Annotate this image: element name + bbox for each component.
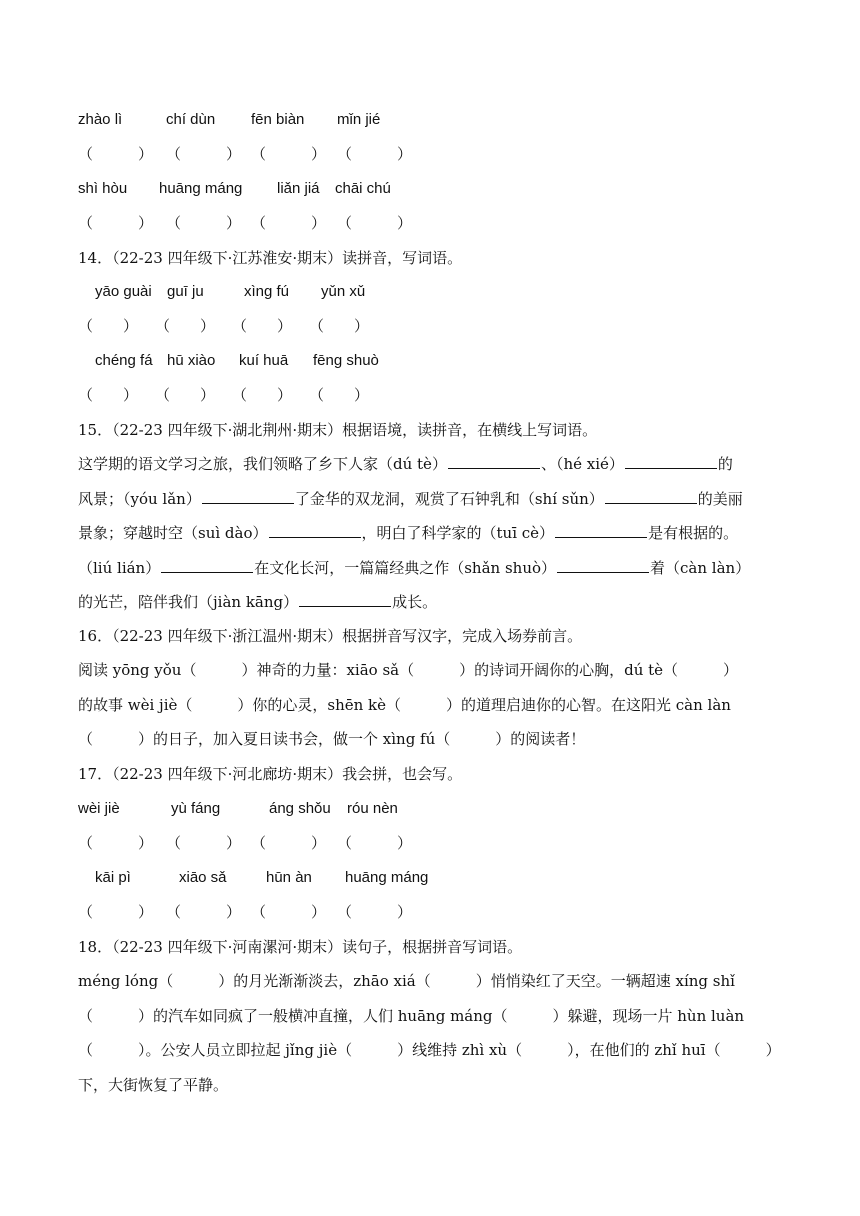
- answer-blank[interactable]: （ ）: [78, 834, 154, 852]
- write-line[interactable]: [605, 488, 697, 504]
- answer-blank[interactable]: （ ）: [78, 317, 139, 335]
- passage-text: 了金华的双龙洞，观赏了石钟乳和（shí sǔn）: [294, 489, 604, 508]
- q15-title: 15．（22-23 四年级下·湖北荆州·期末）根据语境，读拼音，在横线上写词语。: [78, 421, 598, 439]
- passage-text: 的光芒，陪伴我们（jiàn kāng）: [78, 593, 299, 611]
- passage-text: 景象；穿越时空（suì dào）: [78, 524, 268, 542]
- answer-blank[interactable]: （ ）: [337, 834, 413, 852]
- q16-passage: [78, 653, 784, 757]
- passage-line: méng lóng（ ）的月光渐渐淡去，zhāo xiá（ ）悄悄染红了天空。一辆超速 xíng shǐ: [78, 972, 735, 990]
- passage-text: 的: [717, 455, 733, 473]
- answer-blank[interactable]: （ ）: [78, 903, 154, 921]
- passage-line: [78, 585, 784, 620]
- q17-title: 17．（22-23 四年级下·河北廊坊·期末）我会拼，也会写。: [78, 765, 463, 783]
- write-line[interactable]: [448, 453, 540, 469]
- answer-blank[interactable]: （ ）: [251, 145, 327, 163]
- pinyin-word: liǎn jiá: [277, 180, 320, 197]
- pinyin-word: chí dùn: [166, 111, 216, 128]
- passage-line: [78, 447, 784, 482]
- q14-title: 14．（22-23 四年级下·江苏淮安·期末）读拼音，写词语。: [78, 249, 463, 267]
- answer-blank[interactable]: （ ）: [166, 903, 242, 921]
- passage-line: [78, 516, 784, 551]
- pinyin-word: yù fáng: [171, 800, 221, 817]
- passage-text: 着（càn làn）: [650, 558, 751, 577]
- pinyin-word: fēng shuò: [313, 352, 379, 369]
- passage-text: 是有根据的。: [648, 524, 739, 542]
- pinyin-word: wèi jiè: [78, 800, 120, 817]
- q18-title: 18．（22-23 四年级下·河南漯河·期末）读句子，根据拼音写词语。: [78, 938, 523, 956]
- answer-blank[interactable]: （ ）: [78, 214, 154, 232]
- pinyin-word: chāi chú: [335, 180, 391, 197]
- answer-blank[interactable]: （ ）: [251, 834, 327, 852]
- answer-blank[interactable]: （ ）: [251, 903, 327, 921]
- passage-text: 的美丽: [697, 489, 743, 508]
- answer-blank[interactable]: （ ）: [166, 214, 242, 232]
- pinyin-word: huāng máng: [159, 180, 243, 197]
- write-line[interactable]: [557, 557, 649, 573]
- write-line[interactable]: [161, 557, 253, 573]
- answer-blank[interactable]: （ ）: [309, 317, 370, 335]
- pinyin-word: yāo guài: [95, 283, 152, 300]
- pinyin-word: kāi pì: [95, 869, 131, 886]
- passage-line: 的故事 wèi jiè（ ）你的心灵，shēn kè（ ）的道理启迪你的心智。在这阳光 càn làn: [78, 695, 731, 714]
- passage-line: [78, 482, 784, 517]
- passage-line: （ ）的日子，加入夏日读书会，做一个 xìng fú（ ）的阅读者！: [78, 730, 586, 748]
- q15-passage: [78, 447, 784, 620]
- passage-text: 成长。: [392, 593, 438, 611]
- pinyin-word: kuí huā: [239, 352, 289, 369]
- passage-text: （liú lián）: [78, 558, 161, 577]
- answer-blank[interactable]: （ ）: [166, 145, 242, 163]
- write-line[interactable]: [202, 488, 294, 504]
- pinyin-word: mǐn jié: [337, 111, 381, 128]
- answer-blank[interactable]: （ ）: [309, 386, 370, 404]
- pinyin-word: yǔn xǔ: [321, 283, 366, 300]
- write-line[interactable]: [299, 591, 391, 607]
- pinyin-word: chéng fá: [95, 352, 153, 369]
- answer-blank[interactable]: （ ）: [251, 214, 327, 232]
- answer-blank[interactable]: （ ）: [337, 214, 413, 232]
- q16-title: 16．（22-23 四年级下·浙江温州·期末）根据拼音写汉字，完成入场券前言。: [78, 627, 583, 645]
- answer-blank[interactable]: （ ）: [78, 145, 154, 163]
- answer-blank[interactable]: （ ）: [337, 903, 413, 921]
- answer-blank[interactable]: （ ）: [155, 386, 216, 404]
- pinyin-word: shì hòu: [78, 180, 128, 197]
- write-line[interactable]: [555, 522, 647, 538]
- pinyin-word: hūn àn: [266, 869, 312, 886]
- pinyin-word: guī ju: [167, 283, 204, 300]
- pinyin-word: hū xiào: [167, 352, 216, 369]
- answer-blank[interactable]: （ ）: [155, 317, 216, 335]
- passage-line: 下，大街恢复了平静。: [78, 1075, 229, 1094]
- answer-blank[interactable]: （ ）: [232, 317, 293, 335]
- passage-text: ，明白了科学家的（tuī cè）: [361, 524, 555, 542]
- pinyin-word: xiāo sǎ: [179, 869, 227, 886]
- passage-text: 风景；（yóu lǎn）: [78, 489, 201, 508]
- pinyin-word: xìng fú: [244, 283, 290, 300]
- answer-blank[interactable]: （ ）: [337, 145, 413, 163]
- passage-line: （ ）的汽车如同疯了一般横冲直撞，人们 huāng máng（ ）躲避，现场一片 hùn luàn: [78, 1006, 745, 1025]
- passage-text: 这学期的语文学习之旅，我们领略了乡下人家（dú tè）: [78, 455, 447, 473]
- write-line[interactable]: [269, 522, 361, 538]
- answer-blank[interactable]: （ ）: [78, 386, 139, 404]
- pinyin-word: áng shǒu: [269, 800, 331, 817]
- write-line[interactable]: [625, 453, 717, 469]
- passage-line: [78, 551, 784, 586]
- passage-text: 、（hé xié）: [540, 455, 624, 473]
- passage-line: 阅读 yōng yǒu（ ）神奇的力量：xiāo sǎ（ ）的诗词开阔你的心胸，dú tè（ ）: [78, 661, 739, 679]
- pinyin-word: róu nèn: [347, 800, 398, 817]
- pinyin-word: fēn biàn: [251, 111, 305, 128]
- passage-text: 在文化长河，一篇篇经典之作（shǎn shuò）: [254, 558, 557, 577]
- answer-blank[interactable]: （ ）: [232, 386, 293, 404]
- pinyin-word: zhào lì: [78, 111, 123, 128]
- q18-passage: [78, 964, 784, 1102]
- pinyin-word: huāng máng: [345, 869, 429, 886]
- answer-blank[interactable]: （ ）: [166, 834, 242, 852]
- passage-line: （ ）。公安人员立即拉起 jǐng jiè（ ）线维持 zhì xù（ ），在他们的 zhǐ huī（ ）: [78, 1041, 781, 1059]
